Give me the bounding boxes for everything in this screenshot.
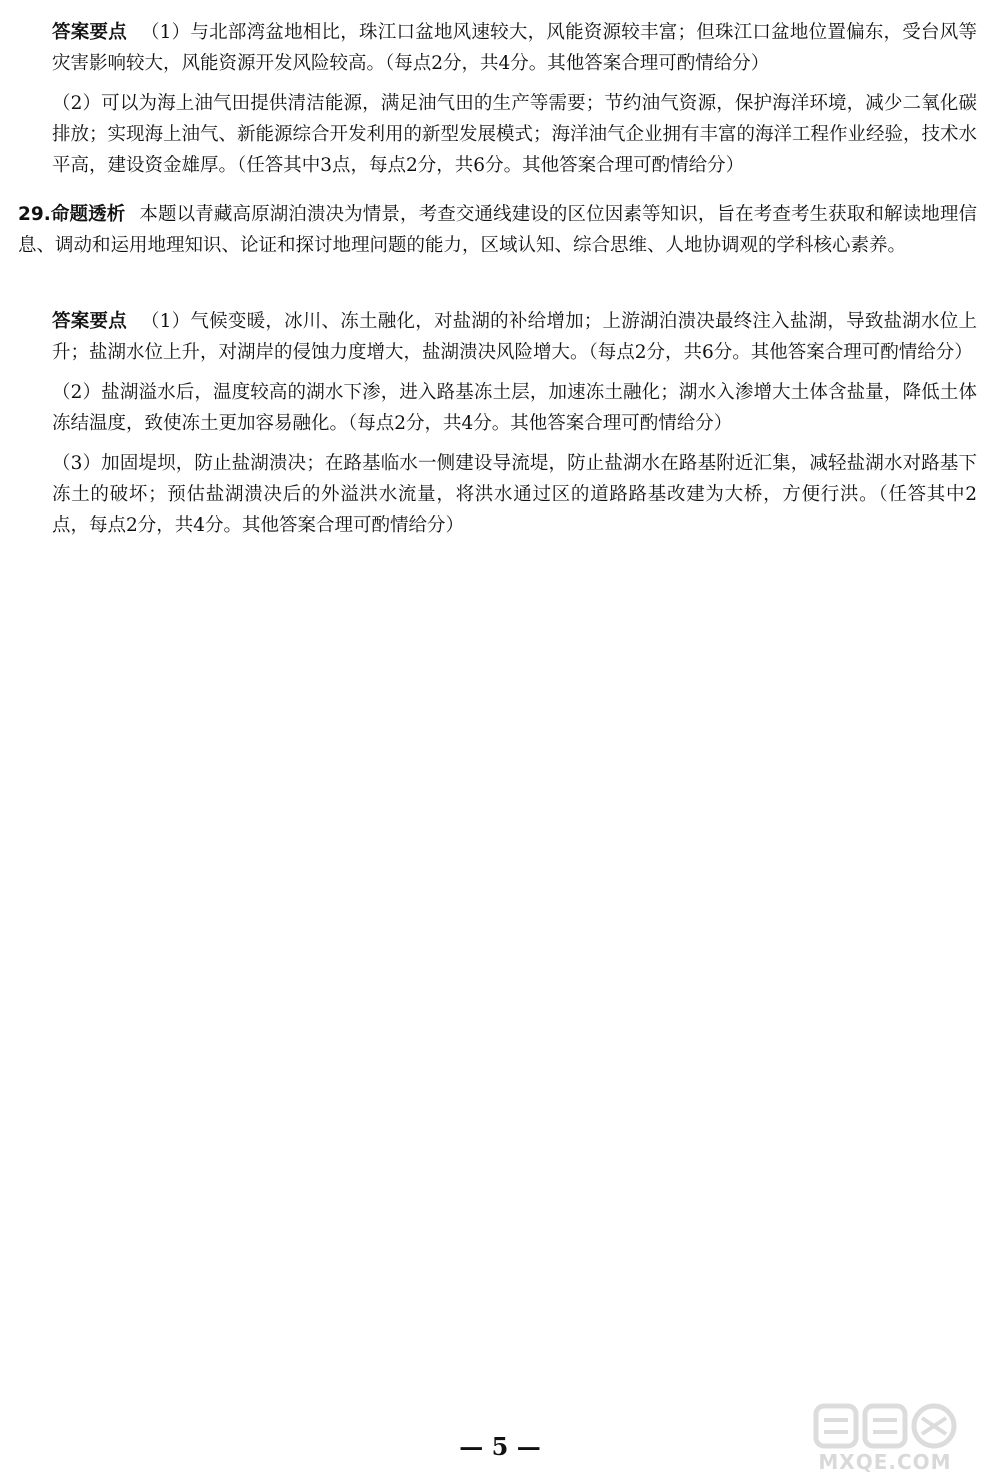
answer-text: （3）加固堤坝，防止盐湖溃决；在路基临水一侧建设导流堤，防止盐湖水在路基附近汇集，减轻盐湖水对路基下冻土的破坏；预估盐湖溃决后的外溢洪水流量，将洪水通过区的道路路基改建为大桥，方便行洪。（任答其中2点，每点2分，共4分。其他答案合理可酌情给分） — [52, 453, 977, 536]
page-number: — 5 — — [459, 1432, 541, 1461]
answer-block-29-2 — [52, 378, 977, 440]
answer-text: （2）盐湖溢水后，温度较高的湖水下渗，进入路基冻土层，加速冻土融化；湖水入渗增大土体含盐量，降低土体冻结温度，致使冻土更加容易融化。（每点2分，共4分。其他答案合理可酌情给分） — [52, 382, 977, 434]
answer-text: （1）与北部湾盆地相比，珠江口盆地风速较大，风能资源较丰富；但珠江口盆地位置偏东，受台风等灾害影响较大，风能资源开发风险较高。（每点2分，共4分。其他答案合理可酌情给分） — [52, 22, 977, 74]
watermark-icon — [810, 1400, 960, 1452]
analysis-text: 本题以青藏高原湖泊溃决为情景，考查交通线建设的区位因素等知识，旨在考查考生获取和解读地理信息、调动和运用地理知识、论证和探讨地理问题的能力，区域认知、综合思维、人地协调观的学科核心素养。 — [18, 204, 977, 256]
answer-block-28-1 — [52, 18, 977, 80]
analysis-label: 命题透析 — [50, 204, 126, 225]
question-29-analysis — [18, 200, 977, 262]
watermark-logo — [810, 1400, 960, 1476]
answer-label: 答案要点 — [52, 311, 127, 332]
answer-label: 答案要点 — [52, 22, 127, 43]
question-number: 29. — [18, 204, 51, 225]
answer-text: （1）气候变暖，冰川、冻土融化，对盐湖的补给增加；上游湖泊溃决最终注入盐湖，导致盐湖水位上升；盐湖水位上升，对湖岸的侵蚀力度增大，盐湖溃决风险增大。（每点2分，共6分。其他答案合理可酌情给分） — [52, 311, 977, 363]
answer-block-29-1 — [52, 307, 977, 369]
answer-text: （2）可以为海上油气田提供清洁能源，满足油气田的生产等需要；节约油气资源，保护海洋环境，减少二氧化碳排放；实现海上油气、新能源综合开发利用的新型发展模式；海洋油气企业拥有丰富的海洋工程作业经验，技术水平高，建设资金雄厚。（任答其中3点，每点2分，共6分。其他答案合理可酌情给分） — [52, 93, 978, 176]
answer-block-29-3 — [52, 449, 977, 541]
watermark-text: MXQE.COM — [818, 1450, 952, 1474]
answer-block-28-2 — [52, 89, 977, 181]
